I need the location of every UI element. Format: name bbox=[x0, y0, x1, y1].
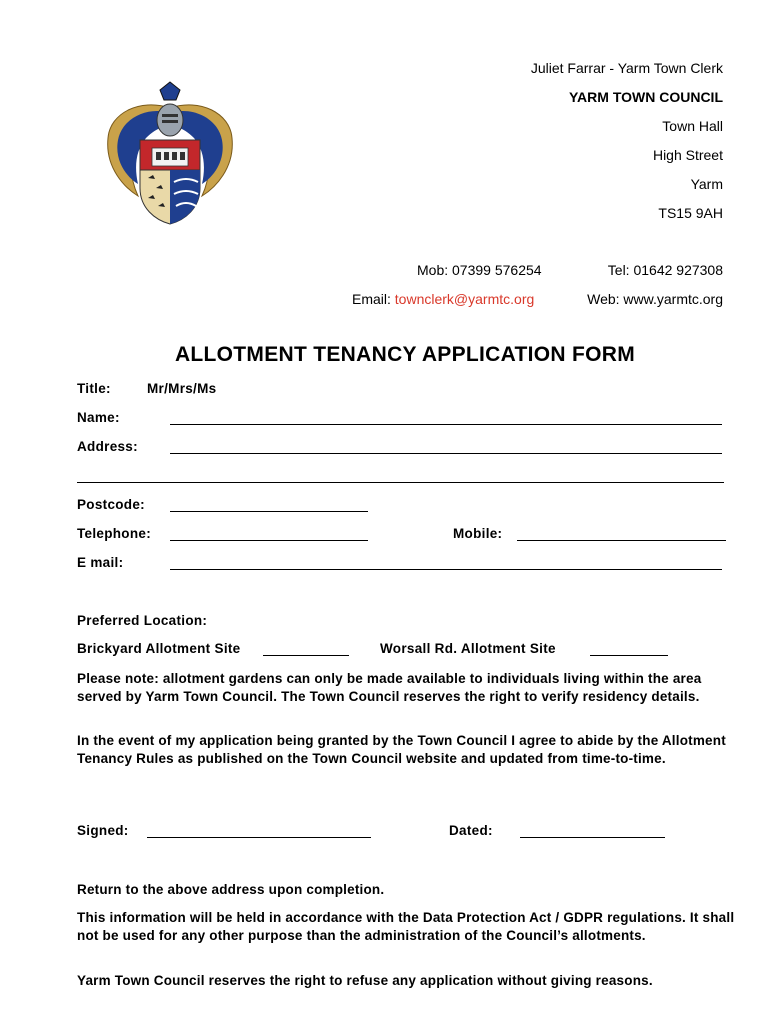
mobile-field[interactable] bbox=[517, 540, 726, 541]
signature-field[interactable] bbox=[147, 837, 371, 838]
address-field-line-1[interactable] bbox=[170, 453, 722, 454]
postcode-label: Postcode: bbox=[77, 497, 145, 512]
return-note: Return to the above address upon completion. bbox=[77, 882, 385, 897]
name-label: Name: bbox=[77, 410, 120, 425]
clerk-name: Juliet Farrar - Yarm Town Clerk bbox=[530, 60, 723, 76]
email-link[interactable]: townclerk@yarmtc.org bbox=[394, 291, 535, 307]
signed-label: Signed: bbox=[77, 823, 129, 838]
address-line-town-hall: Town Hall bbox=[662, 118, 723, 134]
council-crest-logo bbox=[100, 78, 240, 226]
title-label: Title: bbox=[77, 381, 111, 396]
telephone-field[interactable] bbox=[170, 540, 368, 541]
title-value[interactable]: Mr/Mrs/Ms bbox=[147, 381, 217, 396]
data-protection-note: This information will be held in accordance with the Data Protection Act / GDPR regulations. It shall not be used for any other purpose than the administration of the Council’s allotments. bbox=[77, 910, 735, 943]
worsall-site-field[interactable] bbox=[590, 655, 668, 656]
refusal-note: Yarm Town Council reserves the right to refuse any application without giving reasons. bbox=[77, 973, 653, 988]
worsall-site-label: Worsall Rd. Allotment Site bbox=[380, 641, 556, 656]
address-line-street: High Street bbox=[652, 147, 723, 163]
residency-note: Please note: allotment gardens can only be made available to individuals living within the area served by Yarm Town Council. The Town Council reserves the right to verify residency details. bbox=[77, 671, 702, 704]
address-line-town: Yarm bbox=[690, 176, 723, 192]
email-contact bbox=[352, 291, 534, 307]
address-line-postcode: TS15 9AH bbox=[658, 205, 723, 221]
address-label: Address: bbox=[77, 439, 138, 454]
telephone-number: Tel: 01642 927308 bbox=[607, 262, 723, 278]
brickyard-site-label: Brickyard Allotment Site bbox=[77, 641, 241, 656]
agreement-note: In the event of my application being granted by the Town Council I agree to abide by the Allotment Tenancy Rules as published on the Town Council website and updated from time-to-time. bbox=[77, 733, 726, 766]
form-title: ALLOTMENT TENANCY APPLICATION FORM bbox=[174, 343, 636, 366]
email-label: Email: bbox=[352, 291, 395, 307]
name-field[interactable] bbox=[170, 424, 722, 425]
dated-label: Dated: bbox=[449, 823, 493, 838]
email-field-label: E mail: bbox=[77, 555, 124, 570]
date-field[interactable] bbox=[520, 837, 665, 838]
mobile-label: Mobile: bbox=[453, 526, 503, 541]
brickyard-site-field[interactable] bbox=[263, 655, 349, 656]
postcode-field[interactable] bbox=[170, 511, 368, 512]
preferred-location-label: Preferred Location: bbox=[77, 613, 208, 628]
email-field[interactable] bbox=[170, 569, 722, 570]
address-field-line-2[interactable] bbox=[77, 482, 724, 483]
mobile-number: Mob: 07399 576254 bbox=[417, 262, 542, 278]
telephone-label: Telephone: bbox=[77, 526, 152, 541]
council-name: YARM TOWN COUNCIL bbox=[569, 89, 723, 105]
website[interactable]: Web: www.yarmtc.org bbox=[587, 291, 723, 307]
